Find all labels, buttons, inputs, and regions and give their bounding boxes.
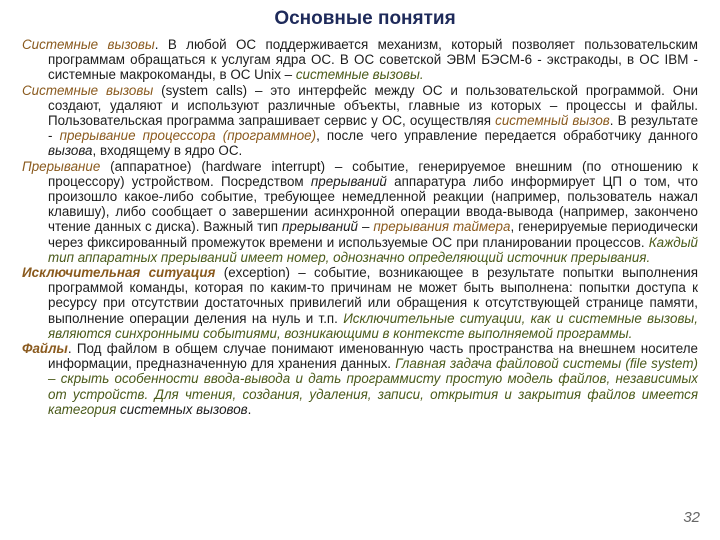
italic-segment: прерываний [310,173,387,189]
highlight-segment: системные вызовы. [295,67,424,83]
text-segment: (system calls) – это интерфейс между ОС и пользовательской программой. Они создают, удаляют и используют различные объекты, главные из которых – процессы и файлы. Пользовательская программа запрашивает сервис у ОС, осуществляя [48,82,699,129]
italic-segment: вызова [48,143,93,159]
paragraph-system-calls-intro [22,37,698,83]
text-segment: . В любой ОС поддерживается механизм, который позволяет пользовательским программам обращаться к услугам ядра ОС. В ОС советской ЭВМ БЭСМ-6 - экстракоды, в ОС IBM - системные макрокоманды, в ОС Unix – [48,37,698,83]
text-segment: , после чего управление передается обработчику данного [316,128,698,144]
text-segment: – [358,219,374,235]
text-segment: (exception) – событие, возникающее в результате попытки выполнения программой команды, которая по каким-то причинам не может быть выполнена: попытки доступа к ресурсу при отсутствии достаточных привилегий или обращения к отсутствующей странице памяти, выполнение операции деления на нуль и т.п. [48,265,698,326]
page-number: 32 [683,509,700,526]
paragraph-exception [22,265,698,341]
text-segment: , генерируемые периодически через фиксированный промежуток времени и используемые ОС при планировании процессов. [48,219,698,250]
text-segment: (аппаратное) (hardware interrupt) – событие, генерируемое внешним (по отношению к процессору) устройством. Посредством [48,158,698,189]
paragraph-files [22,341,698,417]
term-system-calls: Системные вызовы [22,82,154,98]
paragraph-system-calls-definition [22,83,698,159]
italic-segment: прерываний [282,219,359,235]
term-processor-interrupt: прерывание процессора (программное) [59,128,317,144]
highlight-segment: Исключительные ситуации, как и системные вызовы, являются синхронными событиями, возникающими в контексте выполняемой программы. [48,310,699,341]
text-segment: . [247,401,252,417]
text-segment: , входящему в ядро ОС. [92,143,243,159]
highlight-segment: Каждый тип аппаратных прерываний имеет номер, однозначно определяющий источник прерывания. [48,234,698,265]
term-timer-interrupt: прерывания таймера [373,219,511,235]
term-system-call: системный вызов [495,113,610,129]
italic-segment: системных вызовов [120,401,248,417]
page-title: Основные понятия [274,8,456,29]
text-segment: . В результате - [48,113,699,144]
text-segment: . Под файлом в общем случае понимают именованную часть пространства на внешнем носителе информации, предназначенную для хранения данных. [48,341,698,372]
term-exception: Исключительная ситуация [22,265,216,281]
highlight-segment: Главная задача файловой системы (file system) – скрыть особенности ввода-вывода и дать программисту простую модель файлов, независимых от устройств. Для чтения, создания, удаления, записи, открытия и закрытия файлов имеется категория [48,356,698,417]
paragraph-interrupt [22,159,698,265]
text-segment: аппаратура либо информирует ЦП о том, что произошло какое-либо событие, требующее немедленной реакции (например, пользователь нажал клавишу), либо сообщает о завершении асинхронной операции ввода-вывода (например, закончено чтение данных с диска). Важный тип [48,173,698,235]
term-system-calls: Системные вызовы [22,37,155,52]
term-interrupt: Прерывание [22,158,101,174]
term-files: Файлы [22,341,68,357]
